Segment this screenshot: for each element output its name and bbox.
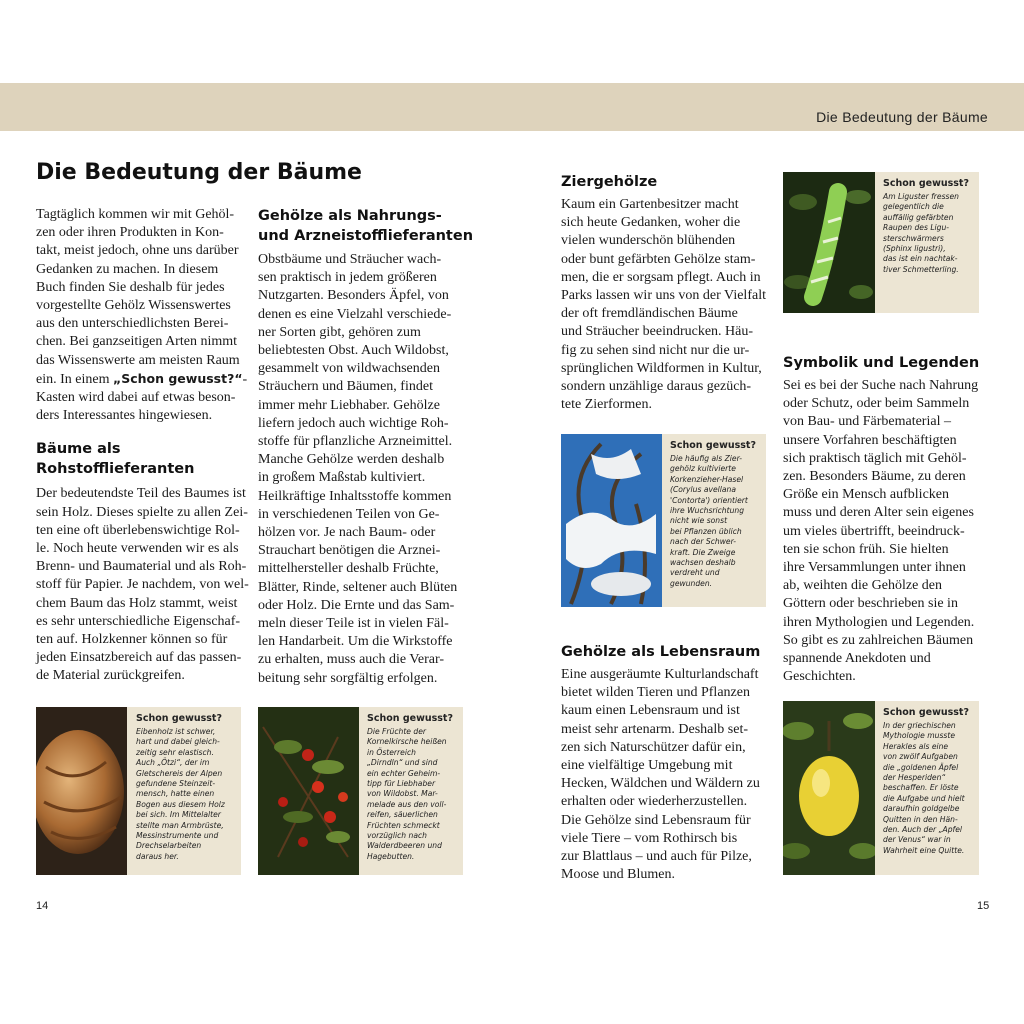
info-box-kornelkirsche (258, 707, 463, 875)
right-column-1 (561, 172, 776, 414)
left-column-2 (258, 206, 473, 688)
rohstoff-paragraph: Der bedeutendste Teil des Baumes ist sein Holz. Dieses spielte zu allen Zei- ten eine oft überlebenswichtige Rol- le. Noch heute verwenden wir es als Brenn- und Baumaterial und als Roh- stoff für Papier. Je nachdem, von wel- chem Baum das Holz stammt, weist es sehr unterschiedliche Eigenschaf- ten auf. Holzkenner können so für jeden Einsatzbereich auf das passen- de Material zurückgreifen. (36, 486, 249, 684)
info-box-quitte (783, 701, 979, 875)
intro-paragraph (36, 206, 251, 425)
page-number-left: 14 (36, 900, 49, 912)
zier-paragraph: Kaum ein Gartenbesitzer macht sich heute Gedanken, woher die vielen wunderschön blühenden oder bunt gefärbten Gehölze stam- men, die er sorgsam pflegt. Auch in Parks lassen wir uns von der Vielfalt der oft fremdländischen Bäume und Sträucher beeindrucken. Häu- fig zu sehen sind nicht nur die ur- sprünglichen Wildformen in Kultur, sondern unzählige daraus gezüch- tete Zierformen. (561, 197, 766, 413)
box-title: Schon gewusst? (136, 713, 222, 724)
symbol-paragraph: Sei es bei der Suche nach Nahrung oder Schutz, oder beim Sammeln von Bau- und Färbematerial – unsere Vorfahren beschäftigten sich praktisch täglich mit Gehöl- zen. Besonders Bäume, zu deren Größe ein Mensch aufblicken muss und deren Alter sein eigenes um vieles übertrifft, beeindruck- ten sie schon früh. Sie hielten ihre Versammlungen unter ihnen ab, weihten die Gehölze den Göttern oder beschrieben sie in ihren Mythologien und Legenden. So gibt es zu zahlreichen Bäumen spannende Anekdoten und Geschichten. (783, 378, 979, 685)
lebens-paragraph: Eine ausgeräumte Kulturlandschaft bietet wilden Tieren und Pflanzen kaum einen Lebensraum und ist meist sehr artenarm. Deshalb set- zen sich Naturschützer dafür ein, eine vielfältige Umgebung mit Hecken, Wäldchen und Wäldern zu erhalten oder wiederherzustellen. Die Gehölze sind Lebensraum für viele Tiere – vom Rothirsch bis zur Blattlaus – und auch für Pilze, Moose und Blumen. (561, 667, 760, 883)
yew-wood-ball-image (36, 707, 127, 875)
box-title: Schon gewusst? (883, 707, 969, 718)
heading-ziergehoelze: Ziergehölze (561, 174, 658, 190)
heading-rohstoff: Bäume als Rohstofflieferanten (36, 441, 195, 478)
right-column-2 (783, 353, 988, 686)
nahrung-paragraph: Obstbäume und Sträucher wach- sen praktisch in jedem größeren Nutzgarten. Besonders Äpfel, von denen es eine Vielzahl verschiede- ner Sorten gibt, gehören zum beliebtesten Obst. Auch Wildobst, gesammelt von wildwachsenden Sträuchern und Bäumen, findet immer mehr Liebhaber. Gehölze liefern jedoch auch wichtige Roh- stoffe für pflanzliche Arzneimittel. Manche Gehölze werden deshalb in großem Maßstab kultiviert. Heilkräftige Inhaltsstoffe kommen in verschiedenen Teilen von Ge- hölzen vor. Je nach Baum- oder Strauchart benötigen die Arznei- mittelhersteller deshalb Früchte, Blätter, Rinde, seltener auch Blüten oder Holz. Die Ernte und das Sam- meln dieser Teile ist in vielen Fäl- len Handarbeit. Um die Wirkstoffe zu erhalten, muss auch die Verar- beitung sehr sorgfältig erfolgen. (258, 252, 458, 686)
cornelian-cherry-image (258, 707, 359, 875)
box-title: Schon gewusst? (883, 178, 969, 189)
info-box-liguster (783, 172, 979, 313)
caterpillar-image (783, 172, 875, 313)
heading-nahrung: Gehölze als Nahrungs- und Arzneistofflieferanten (258, 208, 474, 244)
info-box-eibe (36, 707, 241, 875)
info-box-korkenzieher-hasel (561, 434, 766, 607)
left-column-1 (36, 206, 251, 686)
box-text: Eibenholz ist schwer, hart und dabei gleich- zeitig sehr elastisch. Auch „Ötzi“, der im Gletschereis der Alpen gefundene Steinzeit- mensch, hatte einen Bogen aus diesem Holz bei sich. Im Mittelalter stellte man Armbrüste, Messinstrumente und Drechselarbeiten daraus her. (136, 727, 225, 861)
heading-symbolik: Symbolik und Legenden (783, 355, 980, 371)
box-text: In der griechischen Mythologie musste Herakles als eine von zwölf Aufgaben die „goldenen Äpfel der Hesperiden“ beschaffen. Er löste die Aufgabe und hielt daraufhin goldgelbe Quitten in den Hän- den. Auch der „Apfel der Venus“ war in Wahrheit eine Quitte. (883, 721, 965, 855)
header-band (0, 83, 1024, 131)
page-title: Die Bedeutung der Bäume (36, 160, 362, 185)
right-column-1-lower (561, 642, 776, 884)
intro-bold: „Schon gewusst?“ (112, 370, 243, 386)
box-text: Die häufig als Zier- gehölz kultivierte Korkenzieher-Hasel (Corylus avellana 'Contorta') orientiert ihre Wuchsrichtung nicht wie sonst bei Pflanzen üblich nach der Schwer- kraft. Die Zweige wachsen deshalb verdreht und gewunden. (670, 454, 748, 588)
heading-lebensraum: Gehölze als Lebensraum (561, 644, 761, 660)
box-title: Schon gewusst? (670, 440, 756, 451)
running-head: Die Bedeutung der Bäume (816, 109, 988, 125)
box-text: Die Früchte der Kornelkirsche heißen in Österreich „Dirndln“ und sind ein echter Geheim- tipp für Liebhaber von Wildobst. Mar- melade aus den voll- reifen, säuerlichen Früchten schmeckt vorzüglich nach Walderdbeeren und Hagebutten. (367, 727, 447, 861)
box-text: Am Liguster fressen gelegentlich die auffällig gefärbten Raupen des Ligu- sterschwärmers (Sphinx ligustri), das ist ein nachtak- tiver Schmetterling. (883, 192, 959, 274)
quince-image (783, 701, 875, 875)
intro-text: Tagtäglich kommen wir mit Gehöl- zen oder ihren Produkten in Kon- takt, meist jedoch, ohne uns darüber Gedanken zu machen. In diesem Buch finden Sie deshalb für jedes vorgestellte Gehölz Wissenswertes aus den unterschiedlichsten Berei- chen. Bei ganzseitigen Arten nimmt das Wissenswerte am meisten Raum ein. In einem (36, 207, 240, 387)
box-title: Schon gewusst? (367, 713, 453, 724)
intro-text-end: - Kasten wird dabei auf etwas beson- ders Interessantes hingewiesen. (36, 371, 248, 424)
corkscrew-hazel-snow-image (561, 434, 662, 607)
page-number-right: 15 (977, 900, 990, 912)
